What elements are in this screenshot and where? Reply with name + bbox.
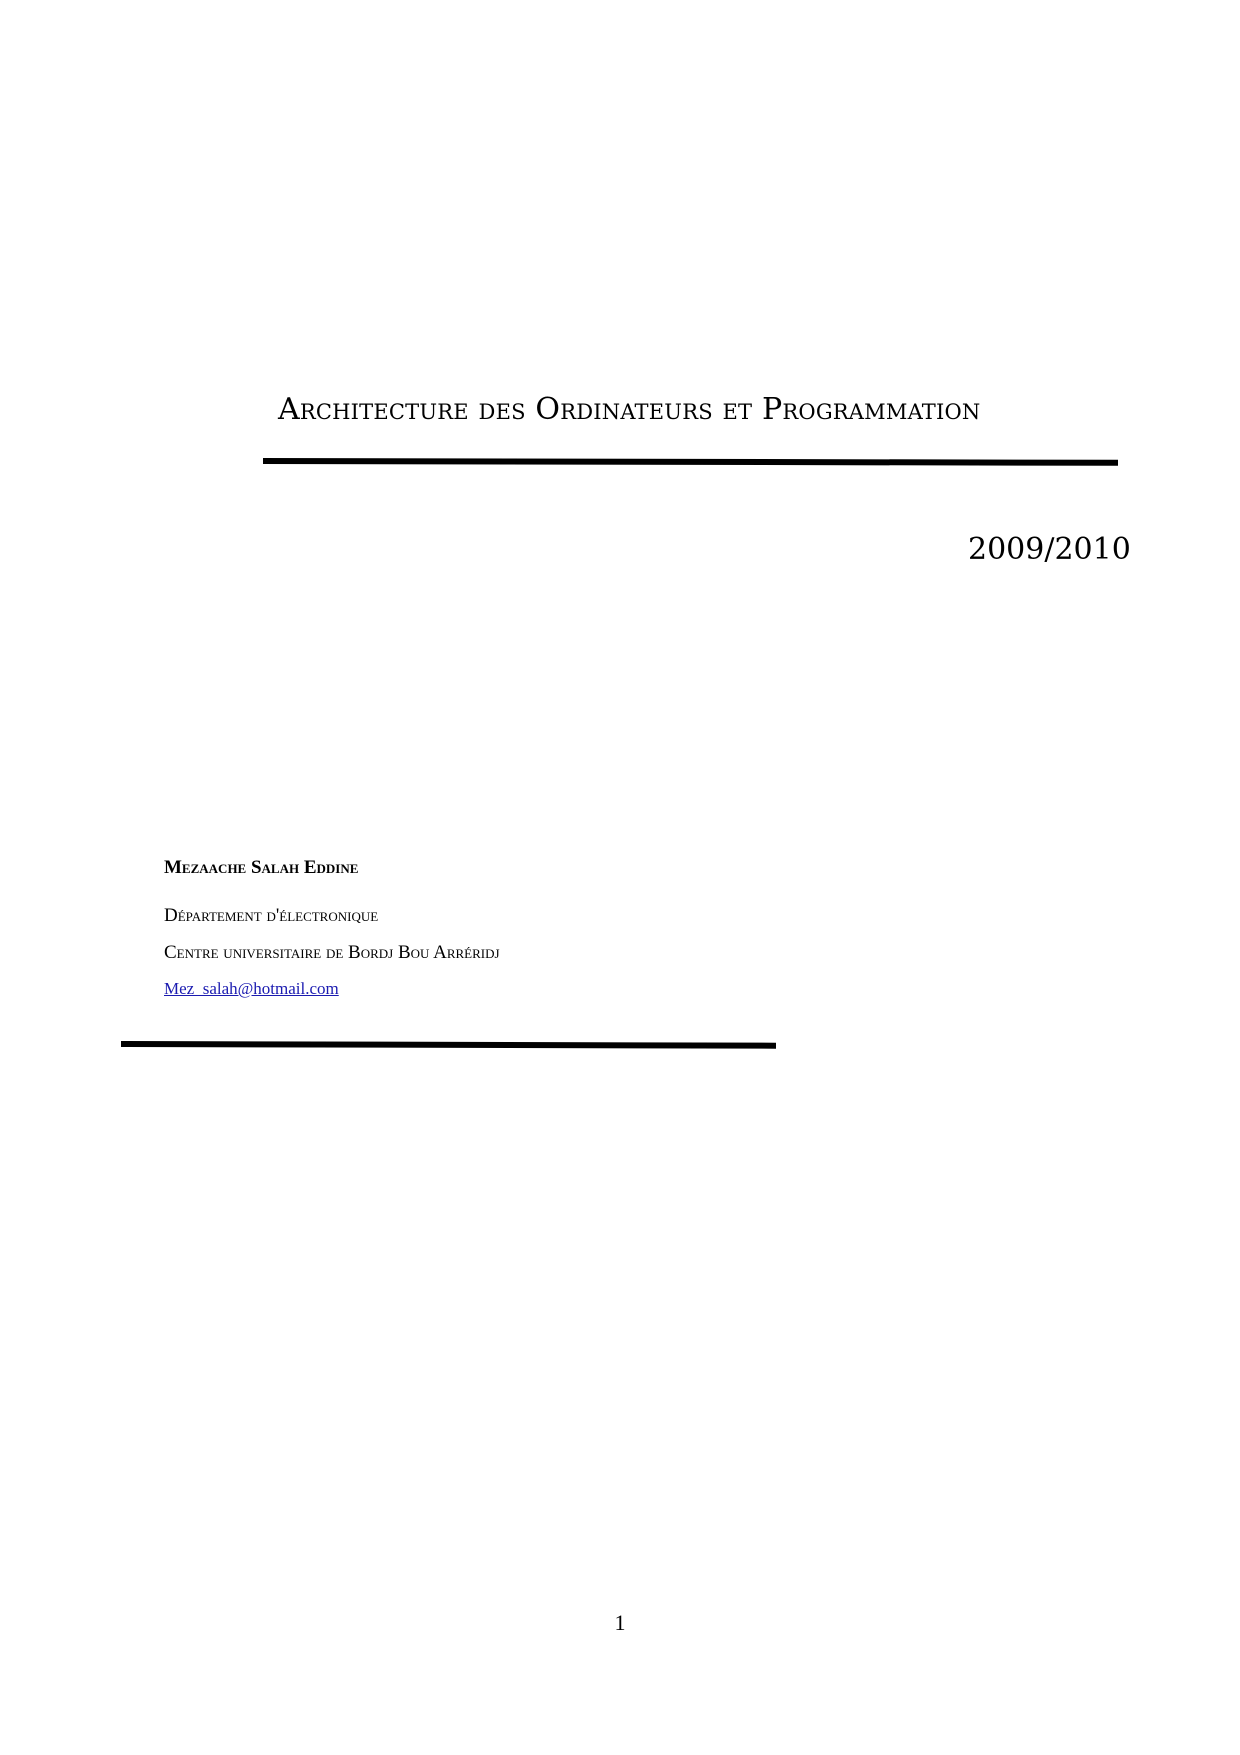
academic-year: 2009/2010	[968, 532, 1131, 567]
author-institution: Centre universitaire de Bordj Bou Arréridj	[164, 942, 500, 963]
author-department: Département d'électronique	[164, 905, 379, 926]
author-block-rule	[121, 1041, 776, 1049]
title-underline-rule	[263, 458, 1118, 466]
page-number: 1	[614, 1610, 626, 1635]
author-email-link[interactable]: Mez_salah@hotmail.com	[164, 979, 339, 998]
document-title: Architecture des Ordinateurs et Programmation	[278, 392, 981, 427]
author-name: Mezaache Salah Eddine	[164, 857, 359, 878]
